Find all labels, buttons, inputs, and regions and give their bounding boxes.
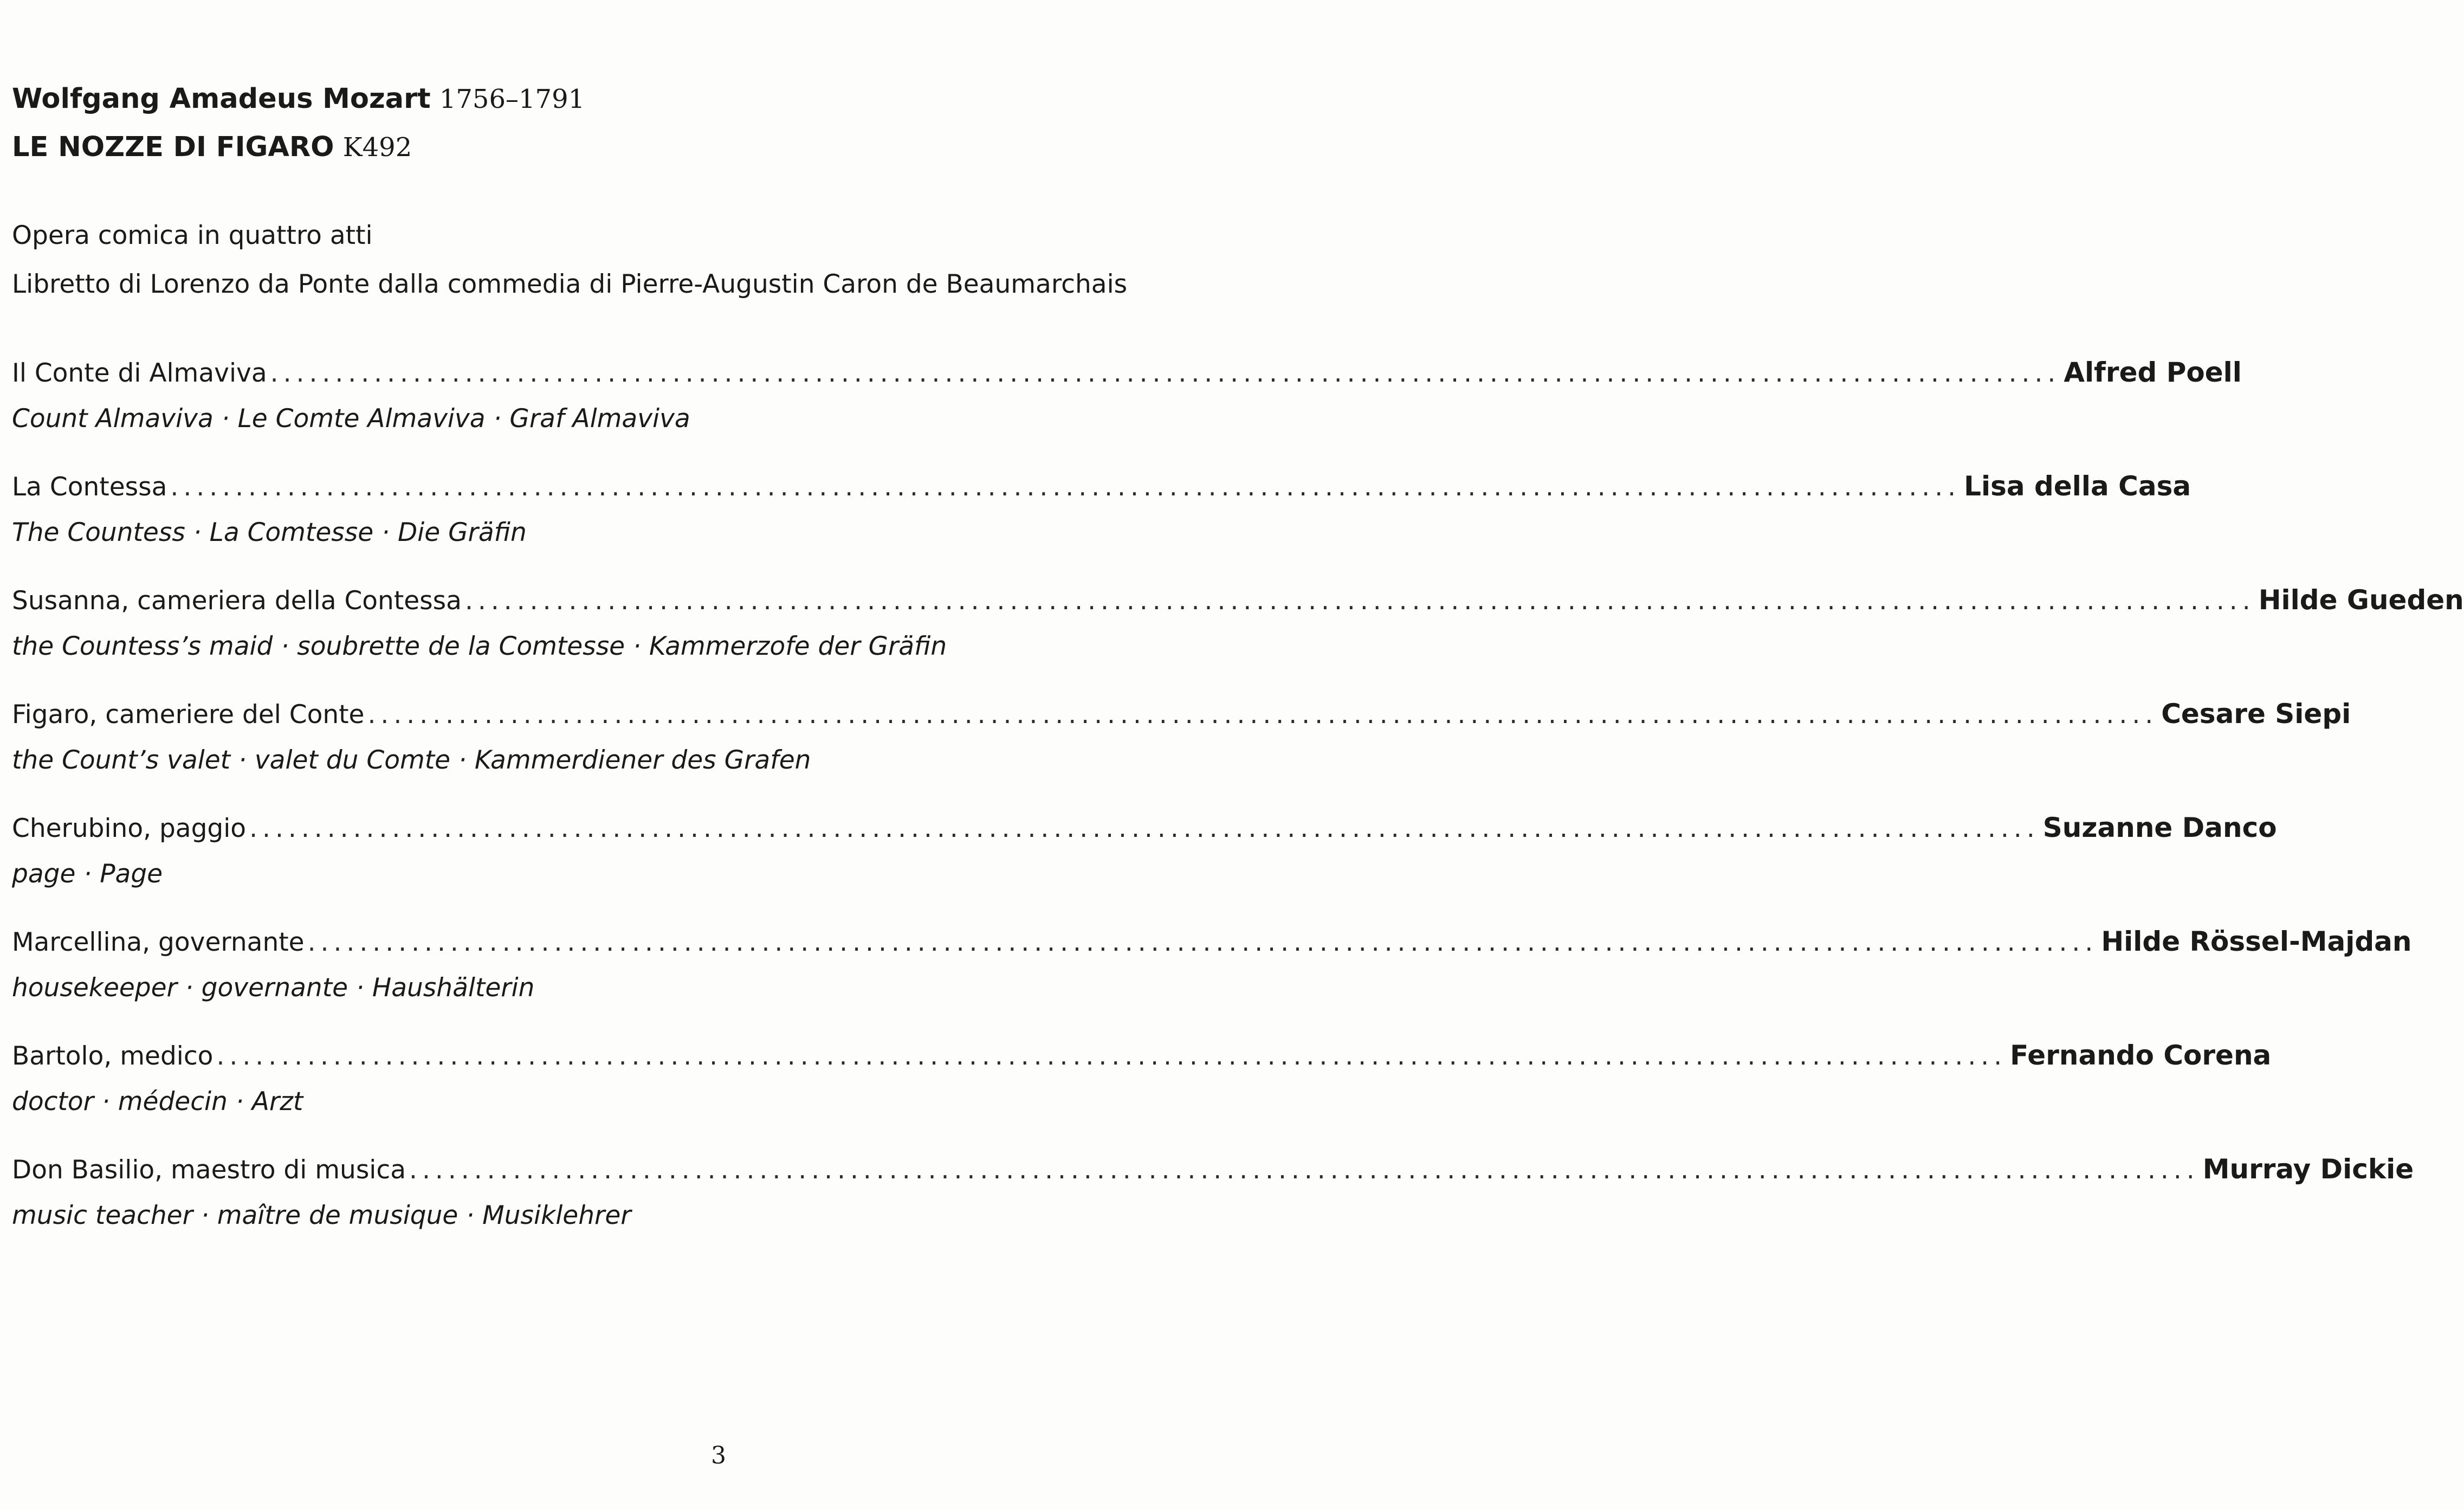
- singer-name: Lisa della Casa: [1964, 470, 2191, 502]
- role-name: Bartolo, medico: [12, 1041, 214, 1071]
- role-translation: the Count’s valet · valet du Comte · Kammerdiener des Grafen: [12, 745, 811, 775]
- opera-genre: Opera comica in quattro atti: [12, 221, 373, 250]
- composer-years: 1756–1791: [439, 84, 585, 114]
- cast-entry-susanna: [12, 579, 2464, 693]
- composer-heading: [12, 80, 585, 118]
- role-name: Il Conte di Almaviva: [12, 358, 267, 388]
- cast-entry-basilio: [12, 1148, 2414, 1262]
- role-translation: The Countess · La Comtesse · Die Gräfin: [12, 518, 527, 547]
- opera-title-heading: [12, 128, 412, 166]
- role-translation: doctor · médecin · Arzt: [12, 1087, 303, 1117]
- role-translation: the Countess’s maid · soubrette de la Comtesse · Kammerzofe der Gräfin: [12, 631, 947, 661]
- libretto-credit: Libretto di Lorenzo da Ponte dalla commedia di Pierre-Augustin Caron de Beaumarchais: [12, 269, 1128, 299]
- role-name: Susanna, cameriera della Contessa: [12, 586, 462, 616]
- dot-leader: ..........................................................................................................................................: [249, 814, 2040, 843]
- role-translation: music teacher · maître de musique · Musiklehrer: [12, 1201, 631, 1230]
- singer-name: Murray Dickie: [2202, 1153, 2414, 1185]
- singer-name: Alfred Poell: [2064, 357, 2242, 388]
- dot-leader: ..........................................................................................................................................: [216, 1041, 2007, 1071]
- role-name: Cherubino, paggio: [12, 814, 247, 843]
- cast-entry-bartolo: [12, 1034, 2272, 1148]
- cast-entry-cherubino: [12, 807, 2277, 920]
- cast-entry-marcellina: [12, 920, 2412, 1034]
- cast-entry-contessa: [12, 465, 2191, 579]
- role-name: Figaro, cameriere del Conte: [12, 700, 365, 730]
- dot-leader: ..........................................................................................................................................: [307, 927, 2098, 957]
- role-name: La Contessa: [12, 472, 167, 502]
- singer-name: Cesare Siepi: [2161, 698, 2351, 730]
- cast-entry-conte: [12, 351, 2242, 465]
- singer-name: Hilde Gueden: [2258, 584, 2464, 616]
- dot-leader: ..........................................................................................................................................: [367, 700, 2158, 730]
- dot-leader: ..........................................................................................................................................: [170, 472, 1961, 502]
- dot-leader: ..........................................................................................................................................: [409, 1155, 2200, 1185]
- composer-name: Wolfgang Amadeus Mozart: [12, 83, 431, 115]
- role-translation: page · Page: [12, 859, 163, 889]
- role-name: Don Basilio, maestro di musica: [12, 1155, 406, 1185]
- page-number: 3: [711, 1442, 726, 1469]
- dot-leader: ..........................................................................................................................................: [270, 358, 2061, 388]
- role-translation: housekeeper · governante · Haushälterin: [12, 973, 535, 1003]
- cast-entry-figaro: [12, 693, 2351, 807]
- role-name: Marcellina, governante: [12, 927, 305, 957]
- cast-list: [12, 351, 2464, 1262]
- singer-name: Suzanne Danco: [2042, 812, 2277, 843]
- role-translation: Count Almaviva · Le Comte Almaviva · Graf Almaviva: [12, 404, 690, 434]
- singer-name: Fernando Corena: [2010, 1040, 2272, 1071]
- catalogue-number: K492: [342, 132, 412, 163]
- dot-leader: ..........................................................................................................................................: [464, 586, 2255, 616]
- singer-name: Hilde Rössel-Majdan: [2101, 926, 2412, 957]
- booklet-page: [12, 0, 2464, 1509]
- opera-title: LE NOZZE DI FIGARO: [12, 131, 334, 163]
